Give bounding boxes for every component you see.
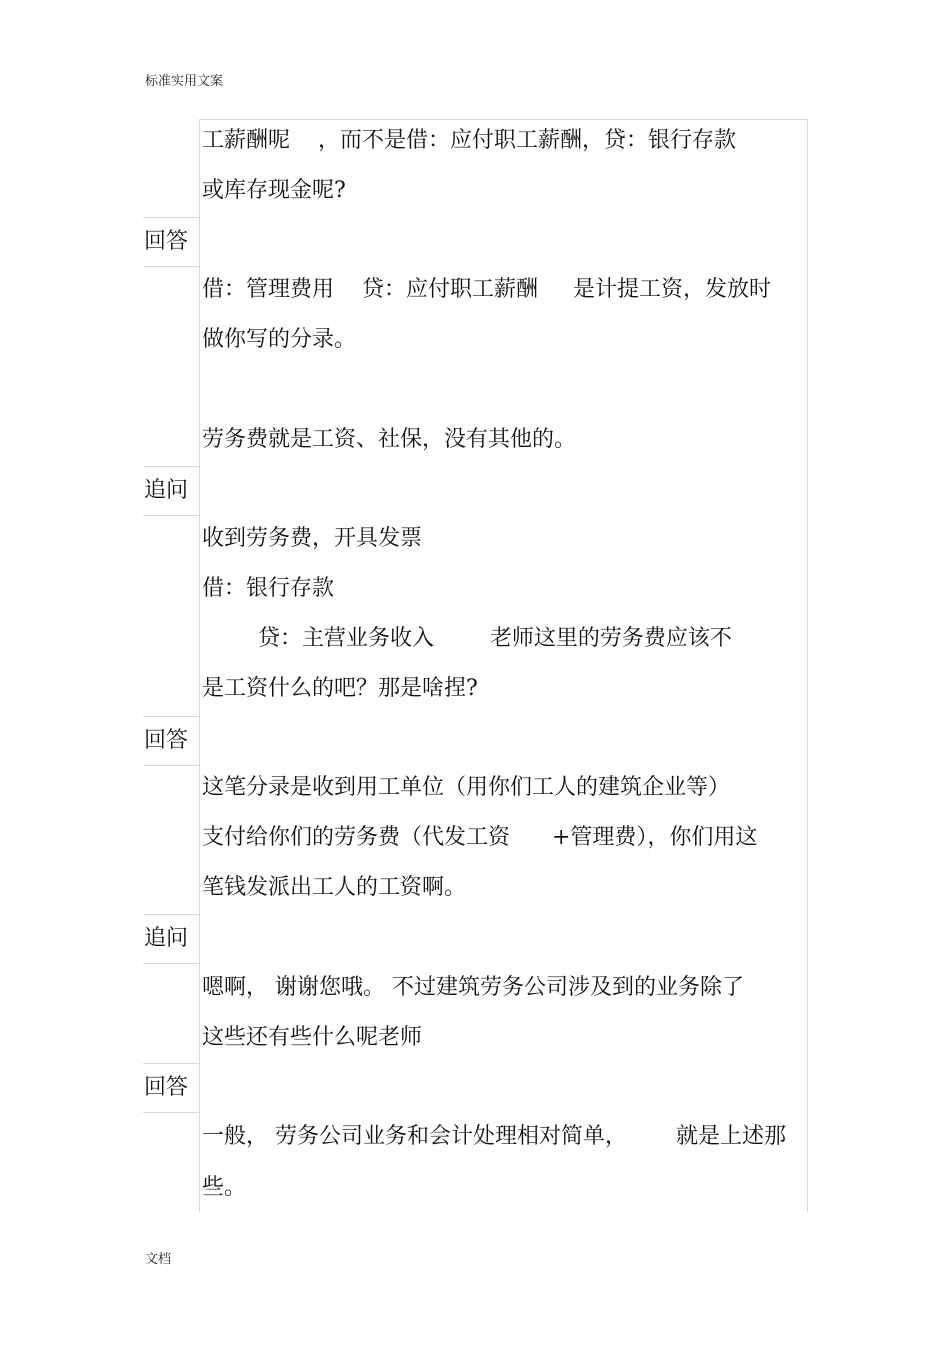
text-line: 支付给你们的劳务费（代发工资 +管理费），你们用这 bbox=[202, 825, 758, 850]
text-line: 是工资什么的吧？那是啥捏? bbox=[202, 676, 478, 701]
answer-label: 回答 bbox=[143, 1063, 199, 1113]
text-line: 一般， 劳务公司业务和会计处理相对简单， 就是上述那 bbox=[202, 1124, 786, 1149]
text-line: 这些还有些什么呢老师 bbox=[202, 1025, 423, 1050]
text-line: 些。 bbox=[202, 1175, 247, 1200]
text-line: 做你写的分录。 bbox=[202, 327, 357, 352]
text-line: 借：银行存款 bbox=[202, 576, 335, 601]
text-line: 笔钱发派出工人的工资啊。 bbox=[202, 875, 467, 900]
answer-label: 回答 bbox=[143, 217, 199, 267]
table-left-border bbox=[199, 120, 200, 1212]
answer-label: 回答 bbox=[143, 716, 199, 766]
text-line: 工薪酬呢 ，而不是借：应付职工薪酬，贷：银行存款 bbox=[202, 128, 736, 153]
page-footer: 文档 bbox=[145, 1252, 172, 1267]
table-right-border bbox=[807, 120, 808, 1212]
followup-label: 追问 bbox=[143, 466, 199, 516]
followup-label: 追问 bbox=[143, 914, 199, 964]
text-line: 贷：主营业务收入 老师这里的劳务费应该不 bbox=[202, 626, 732, 651]
table-top-border bbox=[199, 119, 808, 120]
text-line: 这笔分录是收到用工单位（用你们工人的建筑企业等） bbox=[202, 775, 731, 800]
page-header: 标准实用文案 bbox=[145, 74, 224, 89]
text-line: 或库存现金呢? bbox=[202, 178, 346, 203]
text-line: 劳务费就是工资、社保，没有其他的。 bbox=[202, 427, 577, 452]
text-line: 嗯啊， 谢谢您哦。 不过建筑劳务公司涉及到的业务除了 bbox=[202, 975, 744, 1000]
text-line: 借：管理费用 贷：应付职工薪酬 是计提工资，发放时 bbox=[202, 277, 771, 302]
text-line: 收到劳务费，开具发票 bbox=[202, 526, 423, 551]
